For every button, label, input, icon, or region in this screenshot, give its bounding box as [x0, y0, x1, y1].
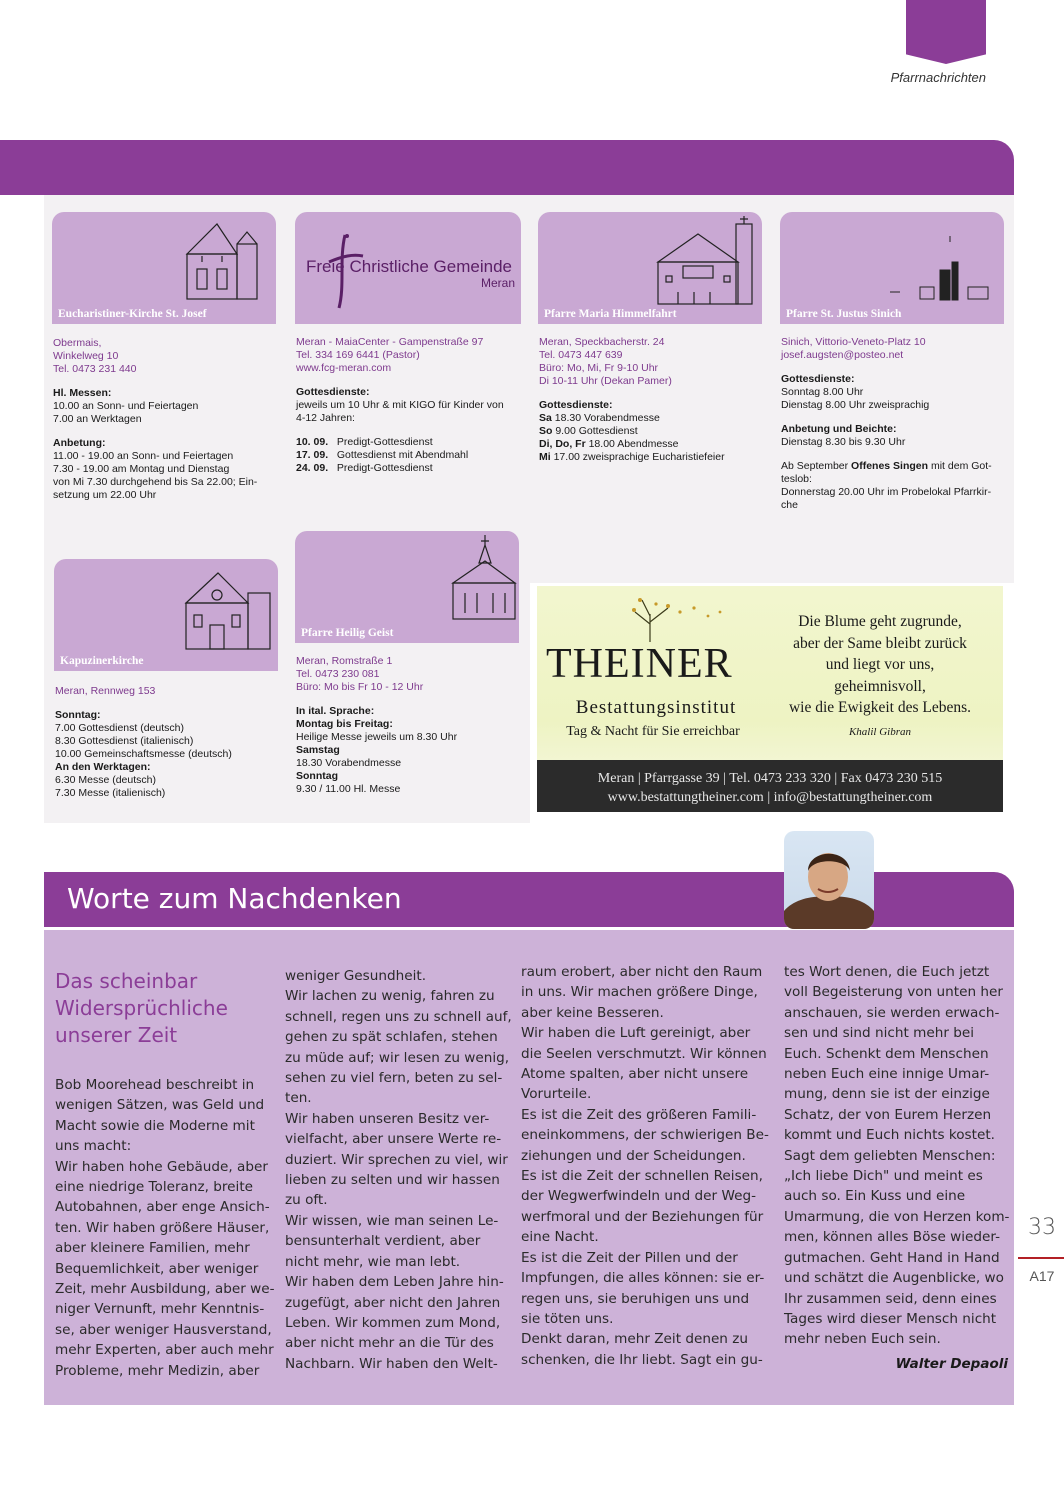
card-info-maria	[539, 336, 765, 464]
church-sketch-icon	[648, 214, 758, 306]
fcg-logo-text: Freie Christliche Gemeinde	[306, 257, 512, 276]
event-row: 10. 09. Predigt-Gottesdienst	[296, 436, 433, 448]
article-section-title: Worte zum Nachdenken	[67, 882, 402, 915]
office-hours: Büro: Mo bis Fr 10 - 12 Uhr	[296, 681, 424, 693]
address-line: Winkelweg 10	[53, 350, 119, 362]
article-author: Walter Depaoli	[895, 1356, 1008, 1372]
office-hours: Büro: Mo, Mi, Fr 9-10 Uhr	[539, 362, 659, 374]
info-heading: Hl. Messen:	[53, 387, 112, 399]
address-line: Meran, Speckbacherstr. 24	[539, 336, 665, 348]
event-row: 24. 09. Predigt-Gottesdienst	[296, 462, 433, 474]
info-heading: Montag bis Freitag:	[296, 718, 393, 730]
info-line: 8.30 Gottesdienst (italienisch)	[55, 735, 194, 747]
info-heading: Sonntag:	[55, 709, 101, 721]
address-line: Meran - MaiaCenter - Gampenstraße 97	[296, 336, 484, 348]
info-line: jeweils um 10 Uhr & mit KIGO für Kinder von	[296, 399, 504, 411]
service-row: So 9.00 Gottesdienst	[539, 425, 638, 437]
article-column-1: Bob Moorehead beschreibt in wenigen Sätzen, was Geld und Macht sowie die Moderne mit uns macht: Wir haben hohe Gebäude, aber eine niedrige Toleranz, breite Autobahnen, aber enge Ansich- ten. Wir haben größere Häuser, aber kleinere Familien, mehr Bequemlichkeit, aber weniger Zeit, mehr Ausbildung, aber we- niger Vernunft, mehr Kenntnis- se, aber weniger Hausverstand, mehr Experten, aber auch mehr Probleme, mehr Medizin, aber	[55, 1077, 275, 1379]
card-caption: Pfarre Maria Himmelfahrt	[544, 308, 677, 320]
info-line: Heilige Messe jeweils um 8.30 Uhr	[296, 731, 458, 743]
phone-line: Tel. 0473 230 081	[296, 668, 380, 680]
ad-web[interactable]: www.bestattungtheiner.com | info@bestattungtheiner.com	[607, 790, 933, 805]
page-code: A17	[1029, 1268, 1055, 1284]
address-line: Sinich, Vittorio-Veneto-Platz 10	[781, 336, 926, 348]
address-line: Meran, Rennweg 153	[55, 685, 156, 697]
info-line: 10.00 Gemeinschaftsmesse (deutsch)	[55, 748, 232, 760]
info-heading: Gottesdienste:	[539, 399, 613, 411]
article-column-2: weniger Gesundheit. Wir lachen zu wenig, fahren zu schnell, regen uns zu schnell auf, gehen zu spät schlafen, stehen zu müde auf; wir lesen zu wenig, sehen zu viel fern, beten zu sel- ten. Wir haben unseren Besitz ver- vielfacht, aber unsere Werte re- duziert. Wir sprechen zu viel, wir lieben zu selten und wir hassen zu oft. Wir wissen, wie man seinen Le- bensunterhalt verdient, aber nicht mehr, wie man lebt. Wir haben dem Leben Jahre hin- zugefügt, aber nicht den Jahren Leben. Wir kommen zum Mond, aber nicht mehr an die Tür des Nachbarn. Wir haben den Welt-	[285, 968, 512, 1372]
church-sketch-icon	[182, 563, 276, 653]
service-row: Mi 17.00 zweisprachige Eucharistiefeier	[539, 451, 725, 463]
address-line: Meran, Romstraße 1	[296, 655, 393, 667]
card-caption: Kapuzinerkirche	[60, 655, 144, 667]
article-column-3: raum erobert, aber nicht den Raum in uns. Wir machen größere Dinge, aber keine Besseren. Wir haben die Luft gereinigt, aber die Seelen verschmutzt. Wir können Atome spalten, aber nicht unsere Vorurteile. Es ist die Zeit des größeren Famili- eneinkommens, der schwierigen Be- ziehungen und der Scheidungen. Es ist die Zeit der schnellen Reisen, der Wegwerfwindeln und der Weg- werfmoral und der Beziehungen für eine Nacht. Es ist die Zeit der Pillen und der Impfungen, die alles können: sie er- regen uns, sie beruhigen uns und sie töten uns. Denkt daran, mehr Zeit denen zu schenken, die Ihr liebt. Sagt ein gu-	[521, 964, 769, 1368]
address-line: Obermais,	[53, 337, 102, 349]
card-caption: Eucharistiner-Kirche St. Josef	[58, 308, 207, 320]
info-line: 9.30 / 11.00 Hl. Messe	[296, 783, 401, 795]
tree-logo-icon	[620, 594, 740, 644]
info-line: Sonntag 8.00 Uhr	[781, 386, 864, 398]
theiner-logo: THEINER	[546, 641, 733, 687]
info-line: 7.30 Messe (italienisch)	[55, 787, 166, 799]
office-hours: Di 10-11 Uhr (Dekan Pamer)	[539, 375, 672, 387]
event-row: 17. 09. Gottesdienst mit Abendmahl	[296, 449, 469, 461]
info-line: Dienstag 8.30 bis 9.30 Uhr	[781, 436, 906, 448]
info-line: setzung um 22.00 Uhr	[53, 489, 157, 501]
card-info-kapuziner	[55, 685, 279, 800]
card-info-josef	[53, 337, 277, 502]
info-heading: Anbetung:	[53, 437, 106, 449]
card-info-fcg	[296, 336, 522, 475]
card-info-geist	[296, 655, 520, 796]
info-line: 7.30 - 19.00 am Montag und Dienstag	[53, 463, 230, 475]
info-heading: Gottesdienste:	[296, 386, 370, 398]
phone-line: Tel. 334 169 6441 (Pastor)	[296, 349, 420, 361]
ad-contact: Meran | Pfarrgasse 39 | Tel. 0473 233 320 | Fax 0473 230 515	[597, 771, 943, 786]
info-line: Ab September Offenes Singen mit dem Got-	[781, 460, 992, 472]
quote-author: Khalil Gibran	[848, 726, 912, 738]
page-number-divider	[1018, 1257, 1064, 1259]
info-line: von Mi 7.30 durchgehend bis Sa 22.00; Ein-	[53, 476, 258, 488]
info-heading: Samstag	[296, 744, 340, 756]
info-line: 11.00 - 19.00 an Sonn- und Feiertagen	[53, 450, 234, 462]
info-heading: Anbetung und Beichte:	[781, 423, 897, 435]
card-image-josef	[52, 212, 276, 324]
card-caption: Pfarre St. Justus Sinich	[786, 308, 902, 320]
info-heading: An den Werktagen:	[55, 761, 151, 773]
phone-line: Tel. 0473 447 639	[539, 349, 623, 361]
portrait-image-icon	[784, 831, 874, 929]
info-heading: In ital. Sprache:	[296, 705, 375, 717]
email-link[interactable]: josef.augsten@posteo.net	[781, 349, 904, 361]
info-line: 7.00 Gottesdienst (deutsch)	[55, 722, 184, 734]
info-line: Dienstag 8.00 Uhr zweisprachig	[781, 399, 930, 411]
info-heading: Sonntag	[296, 770, 338, 782]
church-sketch-icon	[445, 533, 519, 623]
theiner-subtitle: Bestattungsinstitut	[575, 697, 737, 718]
theiner-tagline: Tag & Nacht für Sie erreichbar	[566, 724, 740, 739]
card-info-justus	[781, 336, 1005, 512]
church-sketch-icon	[182, 214, 272, 304]
article-column-4: tes Wort denen, die Euch jetzt voll Begeisterung von unten her anschauen, sie werden erwach- sen und sind nicht mehr bei Euch. Schenkt dem Menschen neben Euch eine innige Umar- mung, denn sie ist der einzige Schatz, der von Eurem Herzen kommt und Euch nichts kostet. Sagt dem geliebten Menschen: „Ich liebe Dich" und meint es auch so. Ein Kuss und eine Umarmung, die von Herzen kom- men, können alles Böse wieder- gutmachen. Geht Hand in Hand und schätzt die Augenblicke, wo Ihr zusammen seid, denn eines Tages wird dieser Mensch nicht mehr neben Euch sein.	[784, 964, 1010, 1348]
card-image-justus	[780, 212, 1004, 324]
top-purple-band	[0, 140, 1014, 195]
card-image-fcg	[295, 212, 521, 324]
info-line: 7.00 an Werktagen	[53, 413, 142, 425]
info-line: Donnerstag 20.00 Uhr im Probelokal Pfarrkir-	[781, 486, 992, 498]
info-heading: Gottesdienste:	[781, 373, 855, 385]
section-label: Pfarrnachrichten	[890, 70, 986, 85]
fcg-logo-sub: Meran	[480, 276, 515, 290]
ad-footer	[537, 760, 1003, 812]
card-caption: Pfarre Heilig Geist	[301, 627, 394, 639]
card-image-kapuziner	[54, 559, 278, 671]
info-line: 10.00 an Sonn- und Feiertagen	[53, 400, 199, 412]
info-line: teslob:	[781, 473, 812, 485]
service-row: Di, Do, Fr 18.00 Abendmesse	[539, 438, 679, 450]
info-line: 6.30 Messe (deutsch)	[55, 774, 156, 786]
card-image-geist	[295, 531, 519, 643]
card-image-maria	[538, 212, 762, 324]
page-tab-marker	[906, 0, 986, 64]
info-line: che	[781, 499, 798, 511]
website-link[interactable]: www.fcg-meran.com	[296, 362, 392, 374]
service-row: Sa 18.30 Vorabendmesse	[539, 412, 660, 424]
author-photo	[784, 831, 874, 929]
church-sketch-icon	[880, 232, 1000, 307]
page-number: 33	[1028, 1215, 1056, 1240]
phone-line: Tel. 0473 231 440	[53, 363, 137, 375]
article-headline: Das scheinbar Widersprüchliche unserer Zeit	[55, 969, 228, 1047]
info-line: 18.30 Vorabendmesse	[296, 757, 402, 769]
info-line: 4-12 Jahren:	[296, 412, 355, 424]
ad-quote: Die Blume geht zugrunde, aber der Same bleibt zurück und liegt vor uns, geheimnisvoll, wie die Ewigkeit des Lebens.	[788, 613, 972, 716]
